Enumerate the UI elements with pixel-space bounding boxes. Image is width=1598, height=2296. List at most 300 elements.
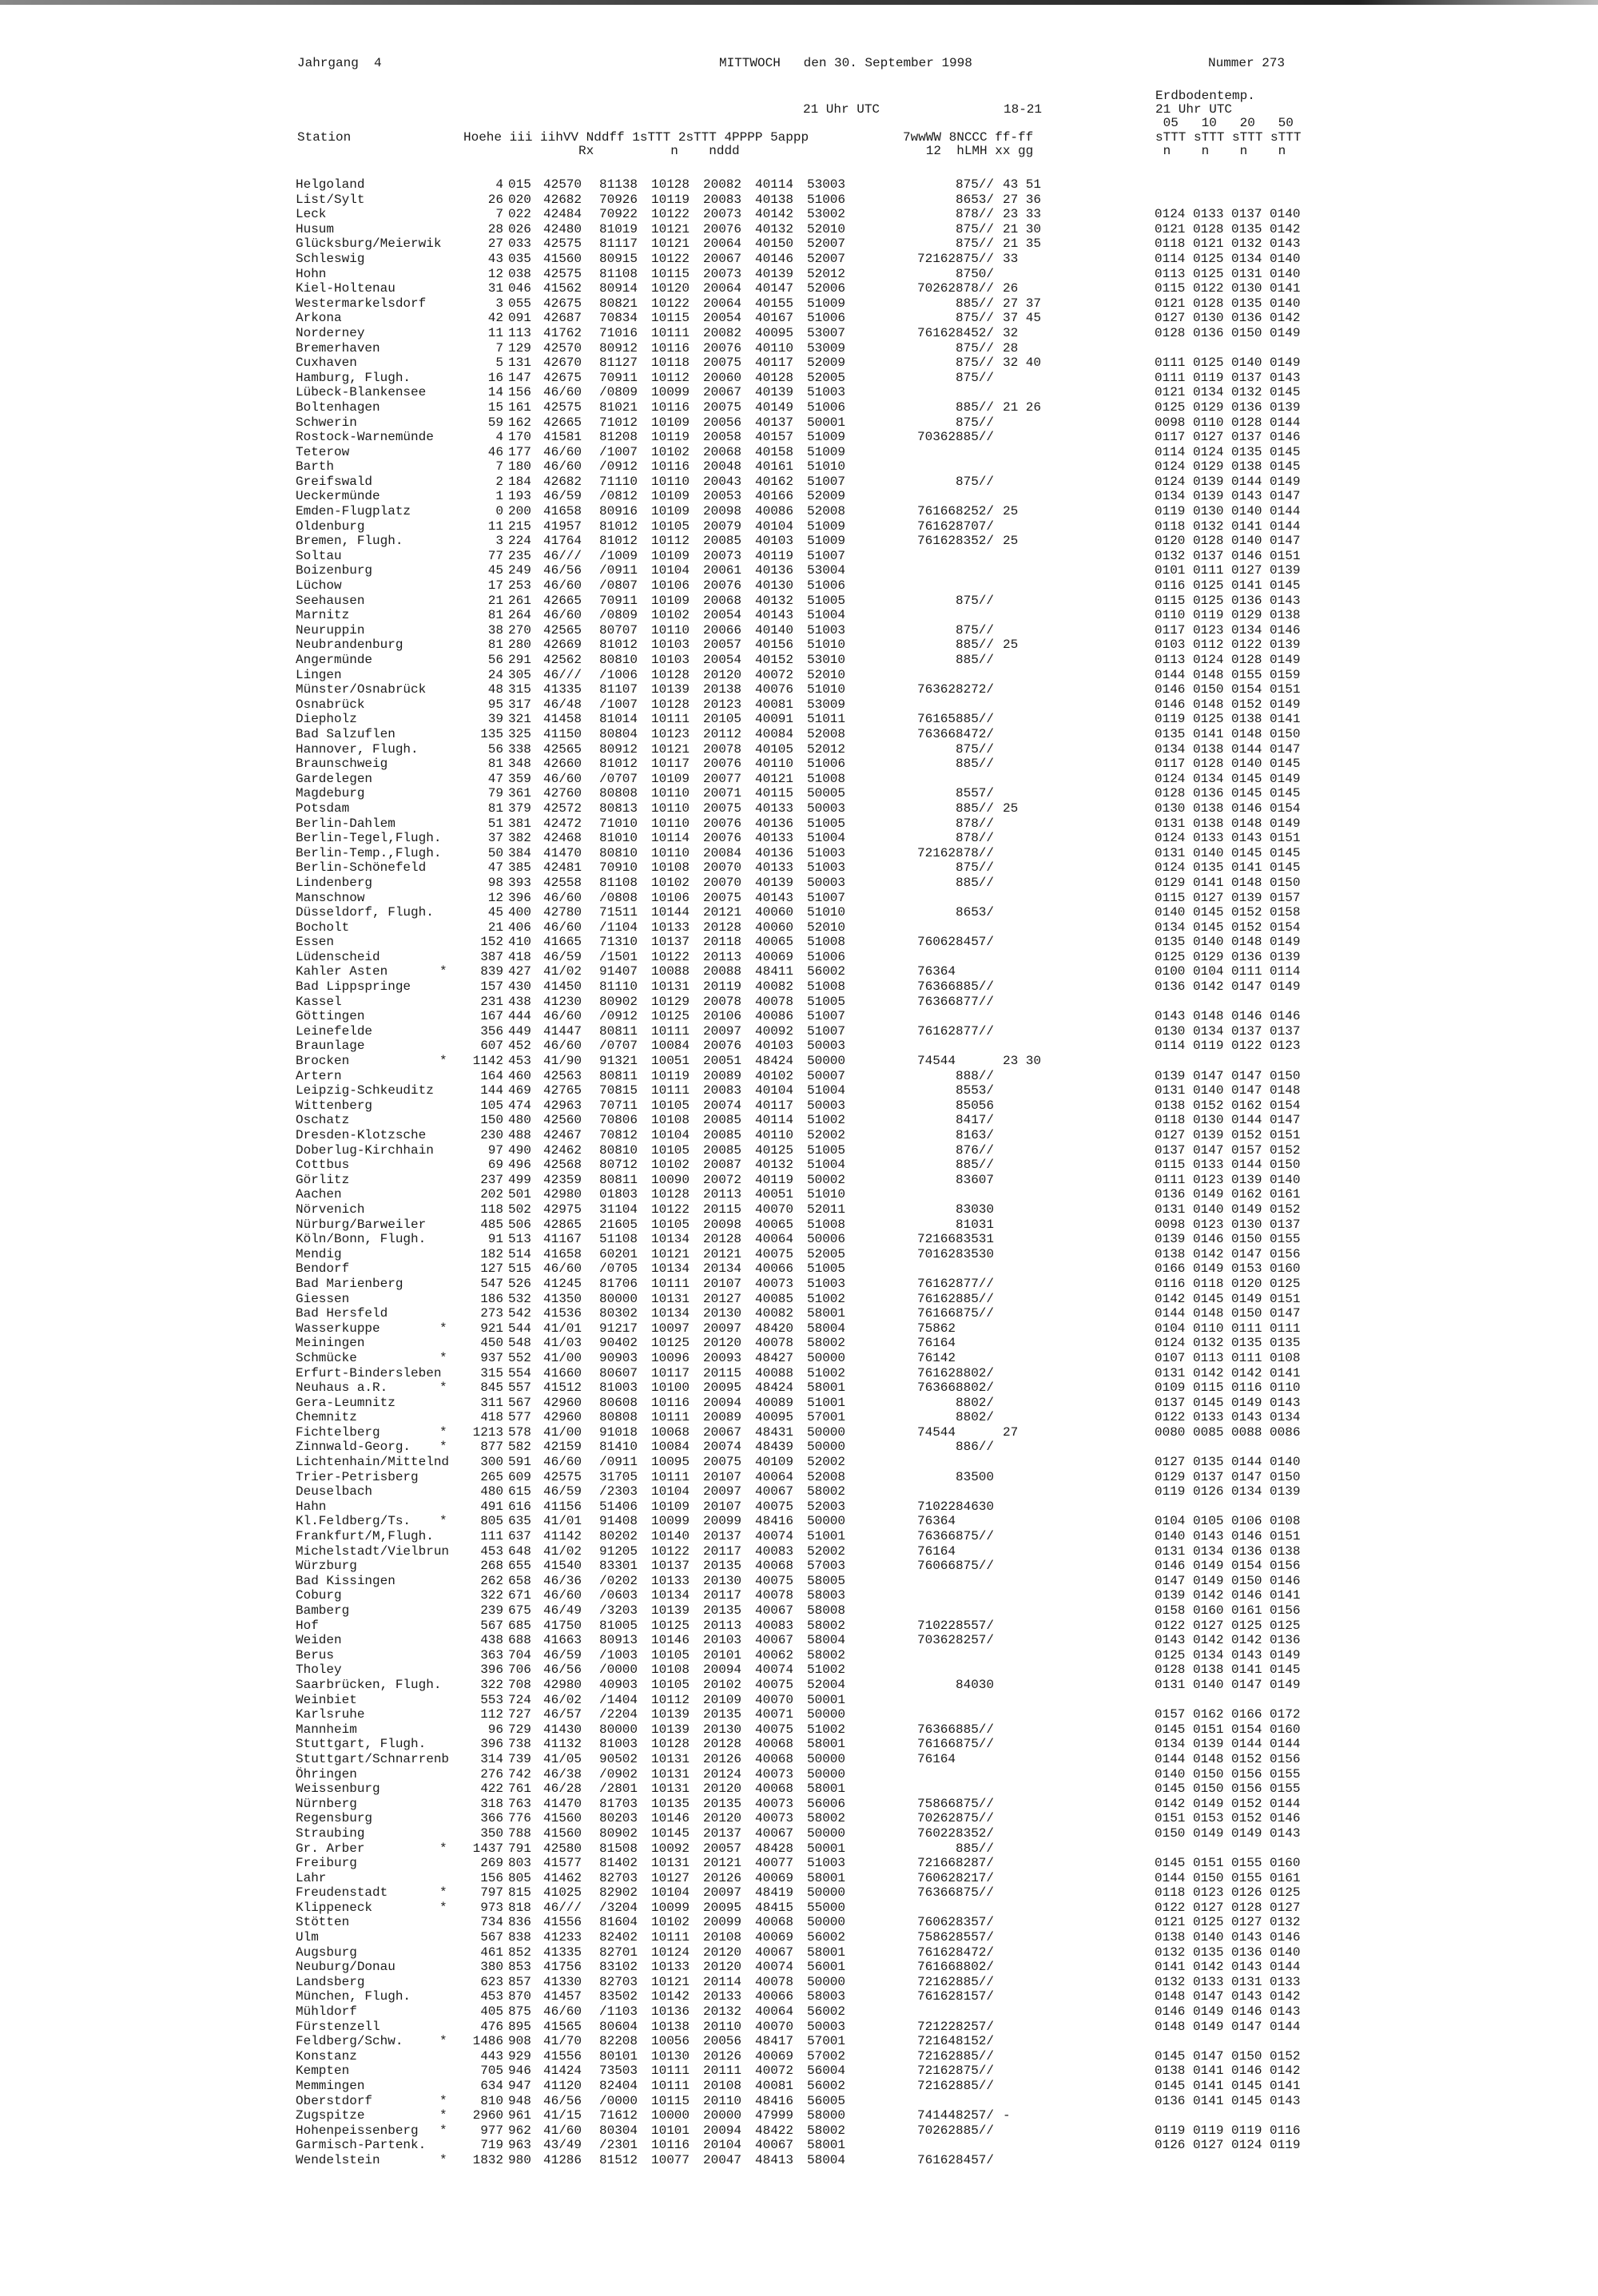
t2: 20051 [703,1054,742,1069]
iii: 948 [508,2093,531,2108]
nddff: 81021 [599,399,638,415]
t1: 10084 [651,1440,690,1455]
station-name: Bendorf [296,1261,350,1277]
station-name: Bremen, Flugh. [296,534,403,549]
iii: 515 [508,1261,531,1277]
hoehe: 356 [480,1023,503,1039]
station-name: Bad Hersfeld [296,1306,388,1321]
pppp: 40070 [755,1692,794,1707]
appp: 56002 [807,2079,846,2093]
t2: 20076 [703,578,742,594]
pppp: 40147 [755,281,794,296]
hoehe: 719 [480,2138,503,2153]
soil-temps: 0138 0141 0146 0142 [1155,2064,1301,2079]
soil-temps: 0139 0142 0146 0141 [1155,1588,1301,1603]
appp: 51006 [807,311,846,326]
iii: 616 [508,1499,531,1514]
mountain-marker: * [439,2123,447,2138]
appp: 50007 [807,1068,846,1083]
iihvv: 46/60 [543,1039,582,1054]
pppp: 40083 [755,1543,794,1559]
hoehe: 422 [480,1782,503,1797]
appp: 52012 [807,266,846,281]
soil-temps: 0124 0135 0141 0145 [1155,860,1301,876]
iii: 280 [508,638,531,653]
t2: 20113 [703,949,742,964]
t2: 20060 [703,370,742,385]
pppp: 40158 [755,444,794,459]
soil-temps: 0127 0135 0144 0140 [1155,1455,1301,1470]
iii: 544 [508,1321,531,1336]
soil-temps: 0147 0149 0150 0146 [1155,1573,1301,1588]
appp: 50000 [807,1885,846,1901]
iii: 609 [508,1469,531,1484]
iii: 548 [508,1336,531,1351]
iii: 180 [508,459,531,475]
wwww: 76162 [916,518,956,534]
pppp: 48420 [755,1321,794,1336]
ncccc: 84630 [956,1499,995,1514]
nddff: 81107 [599,682,638,697]
appp: 50000 [807,1514,846,1529]
ncccc: 8472/ [956,1944,995,1960]
station-name: Potsdam [296,800,350,816]
hoehe: 4 [495,177,503,192]
hoehe: 45 [487,905,503,920]
t1: 10109 [651,415,690,430]
mountain-marker: * [439,2034,447,2049]
hoehe: 476 [480,2019,503,2034]
iii: 162 [508,415,531,430]
station-name: Barth [296,459,335,475]
t2: 20088 [703,964,742,979]
station-name: Artern [296,1068,342,1083]
soil-temps: 0121 0134 0132 0145 [1155,385,1301,400]
wwww: 72162 [916,2064,956,2079]
pppp: 40157 [755,430,794,445]
ncccc: 875// [956,1885,995,1901]
t2: 20089 [703,1410,742,1425]
pppp: 40076 [755,682,794,697]
hoehe: 839 [480,964,503,979]
t1: 10128 [651,667,690,682]
nddff: 71310 [599,935,638,950]
ncccc: 885// [956,2079,995,2093]
appp: 51009 [807,430,846,445]
ffff: 25 [1003,504,1019,519]
station-name: Leipzig-Schkeuditz [296,1083,434,1098]
appp: 51002 [807,1722,846,1737]
t1: 10140 [651,1529,690,1544]
hoehe: 553 [480,1692,503,1707]
station-name: Tholey [296,1662,342,1678]
nddff: 80302 [599,1306,638,1321]
t2: 20123 [703,697,742,712]
nddff: 91408 [599,1514,638,1529]
pppp: 40143 [755,890,794,905]
iihvv: 43/49 [543,2138,582,2153]
pppp: 40081 [755,2079,794,2093]
t2: 20073 [703,266,742,281]
pppp: 40078 [755,994,794,1009]
t2: 20078 [703,994,742,1009]
hoehe: 1142 [472,1054,503,1069]
t1: 10118 [651,356,690,371]
hoehe: 27 [487,236,503,252]
t2: 20078 [703,741,742,757]
mountain-marker: * [439,1841,447,1856]
nddff: 71110 [599,474,638,489]
pppp: 40152 [755,653,794,667]
wwww: 76162 [916,534,956,549]
t2: 20111 [703,2064,742,2079]
t2: 20120 [703,1782,742,1797]
t1: 10142 [651,1989,690,2004]
nddff: 81012 [599,757,638,772]
iii: 542 [508,1306,531,1321]
ncccc: 878// [956,831,995,846]
wwww: 75866 [916,1796,956,1811]
hoehe: 24 [487,667,503,682]
nddff: 31705 [599,1469,638,1484]
soil-temps: 0118 0121 0132 0143 [1155,236,1301,252]
iii: 658 [508,1573,531,1588]
t2: 20076 [703,831,742,846]
ncccc: 8287/ [956,1856,995,1871]
iihvv: 41424 [543,2064,582,2079]
soil-temps: 0150 0149 0149 0143 [1155,1825,1301,1841]
appp: 51002 [807,1365,846,1380]
nddff: 80811 [599,1068,638,1083]
t2: 20137 [703,1825,742,1841]
iihvv: 41756 [543,1960,582,1975]
station-name: Oschatz [296,1113,350,1128]
soil-temps: 0127 0130 0136 0142 [1155,311,1301,326]
soil-temps: 0142 0149 0152 0144 [1155,1796,1301,1811]
soil-temps: 0111 0125 0140 0149 [1155,356,1301,371]
wwww: 76364 [916,964,956,979]
pppp: 48422 [755,2123,794,2138]
wwww: 76162 [916,1989,956,2004]
station-name: Michelstadt/Vielbrun [296,1543,450,1559]
t1: 10117 [651,1365,690,1380]
pppp: 40069 [755,1870,794,1885]
soil-temps: 0115 0133 0144 0150 [1155,1158,1301,1173]
iihvv: 41335 [543,1944,582,1960]
t1: 10103 [651,638,690,653]
pppp: 40075 [755,1677,794,1692]
nddff: 81108 [599,875,638,890]
t1: 10115 [651,2093,690,2108]
soil-temps: 0109 0115 0116 0110 [1155,1380,1301,1396]
hoehe: 350 [480,1825,503,1841]
iii: 026 [508,221,531,236]
appp: 56004 [807,2064,846,2079]
pppp: 40136 [755,563,794,578]
pppp: 40082 [755,979,794,995]
t2: 20094 [703,1395,742,1410]
t2: 20095 [703,1900,742,1915]
mountain-marker: * [439,1900,447,1915]
ffff: 37 45 [1003,311,1042,326]
t1: 10105 [651,1647,690,1662]
pppp: 40075 [755,1499,794,1514]
t1: 10110 [651,786,690,801]
appp: 56002 [807,1930,846,1945]
t1: 10133 [651,920,690,935]
ncccc: 875// [956,177,995,192]
pppp: 40065 [755,935,794,950]
ncccc: 878// [956,845,995,860]
pppp: 40075 [755,1246,794,1261]
nddff: 71016 [599,325,638,340]
scan-top-edge [0,0,1598,5]
t1: 10121 [651,236,690,252]
iii: 235 [508,548,531,563]
wwww: 76362 [916,682,956,697]
station-name: Soltau [296,548,342,563]
hoehe: 265 [480,1469,503,1484]
iii: 261 [508,593,531,608]
soil-temp-time: 21 Uhr UTC [1155,102,1233,117]
t2: 20066 [703,622,742,638]
nddff: 71511 [599,905,638,920]
ncccc: 875// [956,1529,995,1544]
station-name: Regensburg [296,1811,373,1826]
soil-temps: 0145 0151 0154 0160 [1155,1722,1301,1737]
nddff: 70926 [599,192,638,207]
t2: 20097 [703,1484,742,1500]
t1: 10111 [651,2079,690,2093]
ncccc: 83530 [956,1246,995,1261]
hoehe: 921 [480,1321,503,1336]
t1: 10102 [651,608,690,623]
appp: 58002 [807,2123,846,2138]
t1: 10104 [651,1484,690,1500]
soil-temps: 0138 0152 0162 0154 [1155,1098,1301,1113]
iihvv: 42963 [543,1098,582,1113]
soil-temps: 0135 0140 0148 0149 [1155,935,1301,950]
t1: 10102 [651,1915,690,1930]
station-name: Kiel-Holtenau [296,281,396,296]
t2: 20137 [703,1529,742,1544]
hoehe: 56 [487,741,503,757]
nddff: /0707 [599,771,638,786]
station-name: Landsberg [296,1974,365,1989]
nddff: /3204 [599,1900,638,1915]
appp: 58001 [807,1380,846,1396]
t1: 10114 [651,831,690,846]
pppp: 40088 [755,1365,794,1380]
ncccc: 875// [956,593,995,608]
hoehe: 2 [495,474,503,489]
wwww: 76162 [916,1276,956,1291]
appp: 58001 [807,1870,846,1885]
iii: 291 [508,653,531,667]
ncccc: 8352/ [956,534,995,549]
soil-temps: 0113 0125 0131 0140 [1155,266,1301,281]
iii: 270 [508,622,531,638]
station-name: Berlin-Schönefeld [296,860,427,876]
iihvv: 46/60 [543,890,582,905]
nddff: /0812 [599,489,638,504]
appp: 50003 [807,2019,846,2034]
pppp: 40146 [755,251,794,266]
nddff: /0603 [599,1588,638,1603]
station-name: Neubrandenburg [296,638,403,653]
t2: 20076 [703,816,742,831]
iihvv: 42568 [543,1158,582,1173]
station-name: Hohenpeissenberg [296,2123,419,2138]
appp: 52010 [807,667,846,682]
iihvv: 46/28 [543,1782,582,1797]
wwww: 76366 [916,979,956,995]
pppp: 40149 [755,399,794,415]
soil-temps: 0115 0122 0130 0141 [1155,281,1301,296]
iii: 147 [508,370,531,385]
station-name: Bremerhaven [296,340,380,356]
soil-temps: 0128 0136 0150 0149 [1155,325,1301,340]
station-header: Station [297,130,352,145]
t1: 10108 [651,860,690,876]
nddff: 71012 [599,415,638,430]
iihvv: 42960 [543,1410,582,1425]
t1: 10131 [651,1291,690,1306]
appp: 51010 [807,459,846,475]
iii: 591 [508,1455,531,1470]
hoehe: 98 [487,875,503,890]
t1: 10125 [651,1336,690,1351]
ncccc: 83607 [956,1172,995,1187]
appp: 51004 [807,1158,846,1173]
wwww: 72166 [916,1232,956,1247]
station-name: Düsseldorf, Flugh. [296,905,434,920]
ncccc: 885// [956,2123,995,2138]
iii: 193 [508,489,531,504]
pppp: 40072 [755,2064,794,2079]
appp: 51007 [807,474,846,489]
t1: 10115 [651,266,690,281]
pppp: 40072 [755,667,794,682]
t1: 10131 [651,1751,690,1766]
iii: 688 [508,1633,531,1648]
ncccc: 83500 [956,1469,995,1484]
ncccc: 885// [956,979,995,995]
t1: 10110 [651,845,690,860]
appp: 58005 [807,1573,846,1588]
iii: 488 [508,1128,531,1142]
t1: 10090 [651,1172,690,1187]
iii: 224 [508,534,531,549]
pppp: 40102 [755,1068,794,1083]
hoehe: 547 [480,1276,503,1291]
hoehe: 380 [480,1960,503,1975]
iii: 033 [508,236,531,252]
iii: 815 [508,1885,531,1901]
t2: 20107 [703,1499,742,1514]
t2: 20043 [703,474,742,489]
nddff: /0000 [599,1662,638,1678]
ncccc: 8557/ [956,1930,995,1945]
appp: 50003 [807,800,846,816]
t2: 20070 [703,860,742,876]
soil-temps: 0145 0150 0156 0155 [1155,1782,1301,1797]
iihvv: 46/36 [543,1573,582,1588]
pppp: 40074 [755,1662,794,1678]
t2: 20089 [703,1068,742,1083]
t1: 10121 [651,221,690,236]
iii: 348 [508,757,531,772]
iii: 113 [508,325,531,340]
nddff: 80000 [599,1722,638,1737]
t2: 20068 [703,444,742,459]
hoehe: 7 [495,340,503,356]
station-name: List/Sylt [296,192,365,207]
hoehe: 2960 [472,2108,503,2123]
iii: 453 [508,1054,531,1069]
iihvv: 41233 [543,1930,582,1945]
t1: 10139 [651,682,690,697]
hoehe: 56 [487,653,503,667]
pppp: 40121 [755,771,794,786]
pppp: 40114 [755,1113,794,1128]
pppp: 48417 [755,2034,794,2049]
ncccc: 885// [956,430,995,445]
soil-temps: 0146 0149 0146 0143 [1155,2004,1301,2020]
iii: 321 [508,712,531,727]
iihvv: 46/60 [543,459,582,475]
iii: 384 [508,845,531,860]
nddff: /0912 [599,459,638,475]
station-name: Augsburg [296,1944,357,1960]
soil-temps: 0131 0138 0148 0149 [1155,816,1301,831]
pppp: 40073 [755,1811,794,1826]
pppp: 40068 [755,1559,794,1574]
t1: 10102 [651,875,690,890]
ncccc: 875// [956,622,995,638]
ncccc: 875// [956,2064,995,2079]
iii: 317 [508,697,531,712]
hoehe: 11 [487,325,503,340]
station-name: Stuttgart, Flugh. [296,1737,427,1752]
hoehe: 3 [495,534,503,549]
hoehe: 315 [480,1365,503,1380]
appp: 51003 [807,845,846,860]
wwww: 76142 [916,1350,956,1365]
t1: 10128 [651,1737,690,1752]
hoehe: 69 [487,1158,503,1173]
t2: 20135 [703,1603,742,1618]
iihvv: 42780 [543,905,582,920]
iihvv: 41560 [543,1811,582,1826]
iihvv: 41447 [543,1023,582,1039]
appp: 51008 [807,935,846,950]
iii: 131 [508,356,531,371]
iihvv: 41750 [543,1618,582,1633]
iihvv: 46/57 [543,1707,582,1722]
hoehe: 7 [495,459,503,475]
iihvv: 41540 [543,1559,582,1574]
mountain-marker: * [439,1054,447,1069]
iihvv: 42560 [543,1113,582,1128]
station-name: Deuselbach [296,1484,373,1500]
ncccc: 875// [956,356,995,371]
pppp: 40109 [755,1455,794,1470]
iihvv: 42669 [543,638,582,653]
t2: 20067 [703,385,742,400]
nddff: 91217 [599,1321,638,1336]
wwww: 70362 [916,430,956,445]
